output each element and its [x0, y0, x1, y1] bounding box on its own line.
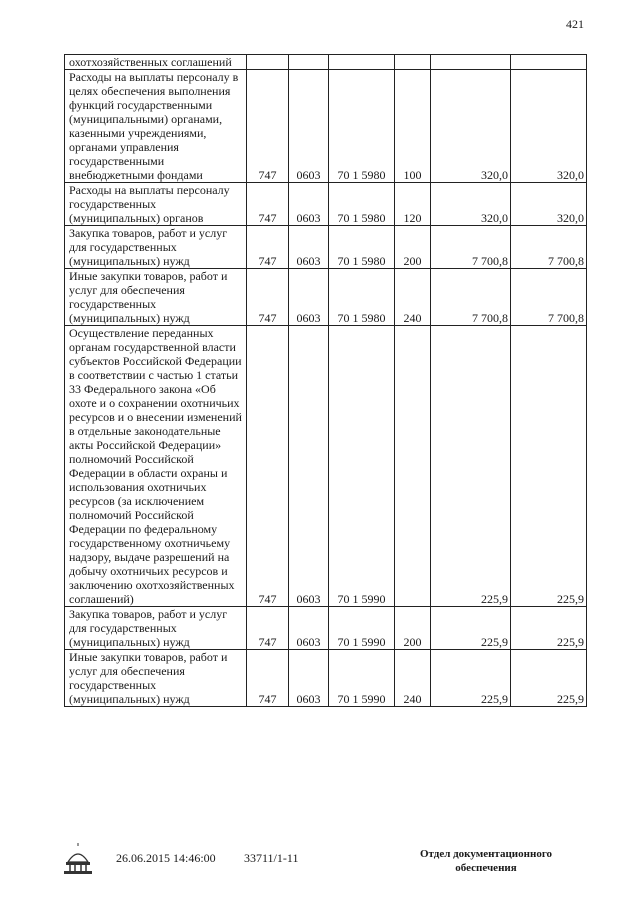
- footer-doc-number: 33711/1-11: [244, 851, 299, 865]
- cell-target: 70 1 5980: [329, 183, 395, 226]
- table-row: [65, 55, 587, 70]
- cell-target: 70 1 5990: [329, 326, 395, 607]
- cell-admin: 747: [247, 607, 289, 650]
- cell-target: [329, 55, 395, 70]
- cell-section: [289, 55, 329, 70]
- cell-sum2: 7 700,8: [511, 269, 587, 326]
- table-row: [65, 650, 587, 707]
- table-row: [65, 183, 587, 226]
- cell-type: 100: [395, 70, 431, 183]
- table-row: [65, 326, 587, 607]
- budget-table: [64, 54, 587, 707]
- table-row: [65, 607, 587, 650]
- cell-name: Закупка товаров, работ и услуг для государственных (муниципальных) нужд: [65, 607, 247, 650]
- duma-logo-icon: [60, 842, 96, 876]
- cell-sum1: [431, 55, 511, 70]
- cell-name: Расходы на выплаты персоналу в целях обеспечения выполнения функций государственными (муниципальными) органами, казенными учреждениями, органами управления государственными внебюджетными фондами: [65, 70, 247, 183]
- cell-sum1: 225,9: [431, 650, 511, 707]
- cell-target: 70 1 5980: [329, 226, 395, 269]
- cell-target: 70 1 5990: [329, 607, 395, 650]
- cell-admin: 747: [247, 650, 289, 707]
- footer-datetime: 26.06.2015 14:46:00: [116, 851, 216, 865]
- cell-sum2: 225,9: [511, 326, 587, 607]
- cell-type: 200: [395, 226, 431, 269]
- page-number: 421: [566, 17, 584, 31]
- cell-sum1: 225,9: [431, 607, 511, 650]
- cell-name: охотхозяйственных соглашений: [65, 55, 247, 70]
- cell-sum1: 225,9: [431, 326, 511, 607]
- cell-sum2: 7 700,8: [511, 226, 587, 269]
- cell-sum2: 225,9: [511, 607, 587, 650]
- cell-section: 0603: [289, 326, 329, 607]
- footer-department: [408, 847, 564, 875]
- cell-sum1: 7 700,8: [431, 226, 511, 269]
- cell-admin: 747: [247, 183, 289, 226]
- cell-sum1: 320,0: [431, 183, 511, 226]
- cell-sum2: 320,0: [511, 183, 587, 226]
- cell-type: [395, 326, 431, 607]
- cell-type: [395, 55, 431, 70]
- cell-type: 120: [395, 183, 431, 226]
- cell-section: 0603: [289, 70, 329, 183]
- cell-sum1: 7 700,8: [431, 269, 511, 326]
- cell-section: 0603: [289, 607, 329, 650]
- cell-admin: 747: [247, 269, 289, 326]
- cell-section: 0603: [289, 226, 329, 269]
- department-line-2: обеспечения: [455, 862, 517, 874]
- table-row: [65, 226, 587, 269]
- cell-section: 0603: [289, 183, 329, 226]
- cell-name: Иные закупки товаров, работ и услуг для обеспечения государственных (муниципальных) нужд: [65, 650, 247, 707]
- cell-admin: 747: [247, 70, 289, 183]
- cell-type: 240: [395, 650, 431, 707]
- cell-target: 70 1 5990: [329, 650, 395, 707]
- cell-target: 70 1 5980: [329, 70, 395, 183]
- table-row: [65, 70, 587, 183]
- table-row: [65, 269, 587, 326]
- cell-section: 0603: [289, 269, 329, 326]
- cell-name: Иные закупки товаров, работ и услуг для обеспечения государственных (муниципальных) нужд: [65, 269, 247, 326]
- department-line-1: Отдел документационного: [419, 848, 553, 860]
- cell-section: 0603: [289, 650, 329, 707]
- cell-type: 200: [395, 607, 431, 650]
- cell-sum2: [511, 55, 587, 70]
- cell-admin: [247, 55, 289, 70]
- cell-admin: 747: [247, 226, 289, 269]
- cell-target: 70 1 5980: [329, 269, 395, 326]
- cell-sum1: 320,0: [431, 70, 511, 183]
- cell-sum2: 225,9: [511, 650, 587, 707]
- cell-name: Закупка товаров, работ и услуг для государственных (муниципальных) нужд: [65, 226, 247, 269]
- cell-type: 240: [395, 269, 431, 326]
- cell-sum2: 320,0: [511, 70, 587, 183]
- cell-name: Расходы на выплаты персоналу государственных (муниципальных) органов: [65, 183, 247, 226]
- cell-admin: 747: [247, 326, 289, 607]
- cell-name: Осуществление переданных органам государственной власти субъектов Российской Федерации в соответствии с частью 1 статьи 33 Федерального закона «Об охоте и о сохранении охотничьих ресурсов и о внесении изменений в отдельные законодательные акты Российской Федерации» полномочий Российской Федерации в области охраны и использования охотничьих ресурсов (за исключением полномочий Российской Федерации по федеральному государственному охотничьему надзору, выдаче разрешений на добычу охотничьих ресурсов и заключению охотхозяйственных соглашений): [65, 326, 247, 607]
